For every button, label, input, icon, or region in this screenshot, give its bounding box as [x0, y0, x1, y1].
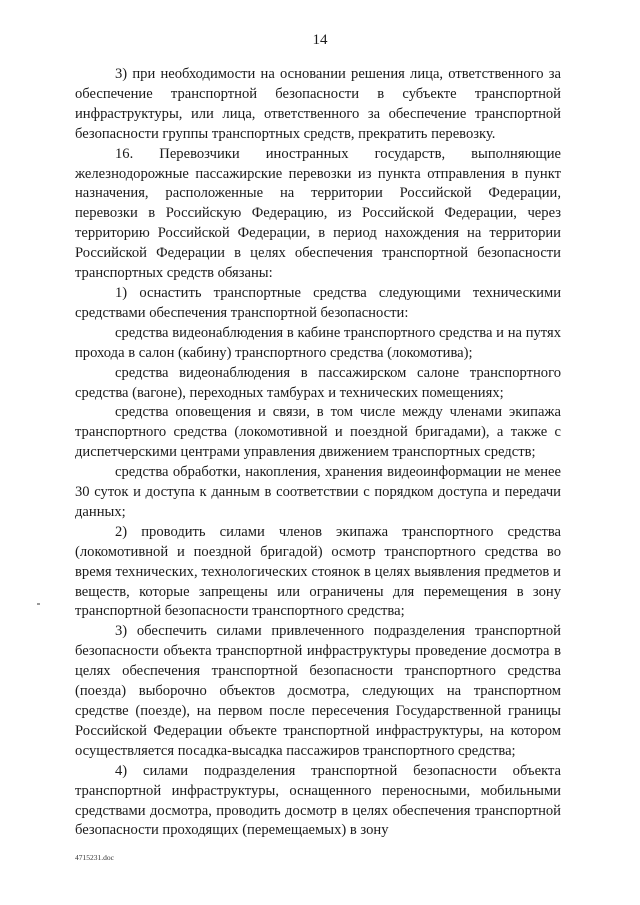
page-number: 14	[312, 32, 328, 48]
paragraph-video-storage: средства обработки, накопления, хранения видеоинформации не менее 30 суток и доступа к данным в соответствии с порядком доступа и передачи данных;	[75, 464, 561, 520]
paragraph-item-3-inspection: 3) обеспечить силами привлеченного подразделения транспортной безопасности объекта транспортной инфраструктуры проведение досмотра в целях обеспечения транспортной безопасности транспортного средства (поезда) выборочно объектов досмотра, следующих на транспортном средстве (поезде), на первом после пересечения Государственной границы Российской Федерации объекте транспортной инфраструктуры, на котором осуществляется посадка-высадка пассажиров транспортного средства;	[75, 623, 561, 759]
paragraph-item-4: 4) силами подразделения транспортной безопасности объекта транспортной инфраструктуры, оснащенного переносными, мобильными средствами досмотра, проводить досмотр в целях обеспечения транспортной безопасности проходящих (перемещаемых) в зону	[75, 762, 561, 839]
paragraph-item-1: 1) оснастить транспортные средства следующими техническими средствами обеспечения транспортной безопасности:	[75, 284, 561, 321]
paragraph-section-16: 16. Перевозчики иностранных государств, выполняющие железнодорожные пассажирские перевозки из пункта отправления в пункт назначения, расположенные на территории Российской Федерации, перевозки в Российскую Федерацию, из Российской Федерации, через территорию Российской Федерации, в период нахождения на территории Российской Федерации в целях обеспечения транспортной безопасности транспортных средств обязаны:	[75, 145, 561, 282]
paragraph-item-2: 2) проводить силами членов экипажа транспортного средства (локомотивной и поездной бригадой) осмотр транспортного средства во время технических, технологических стоянок в целях выявления предметов и веществ, которые запрещены или ограничены для перемещения в зону транспортной безопасности транспортного средства;	[75, 523, 561, 620]
paragraph-alert-comm: средства оповещения и связи, в том числе между членами экипажа транспортного средства (локомотивной и поездной бригадами), а также с диспетчерскими центрами управления движением транспортных средств;	[75, 404, 561, 461]
paragraph-item-3: 3) при необходимости на основании решения лица, ответственного за обеспечение транспортной безопасности в субъекте транспортной инфраструктуры, или лица, ответственного за обеспечение транспортной безопасности группы транспортных средств, прекратить перевозку.	[75, 66, 561, 142]
paragraph-video-salon: средства видеонаблюдения в пассажирском салоне транспортного средства (вагоне), переходных тамбурах и технических помещениях;	[75, 364, 561, 401]
footer-filename: 4715231.doc	[75, 853, 114, 862]
margin-mark	[37, 603, 40, 605]
paragraph-video-cabin: средства видеонаблюдения в кабине транспортного средства и на путях прохода в салон (кабину) транспортного средства (локомотива);	[75, 324, 561, 361]
document-body	[75, 65, 561, 841]
